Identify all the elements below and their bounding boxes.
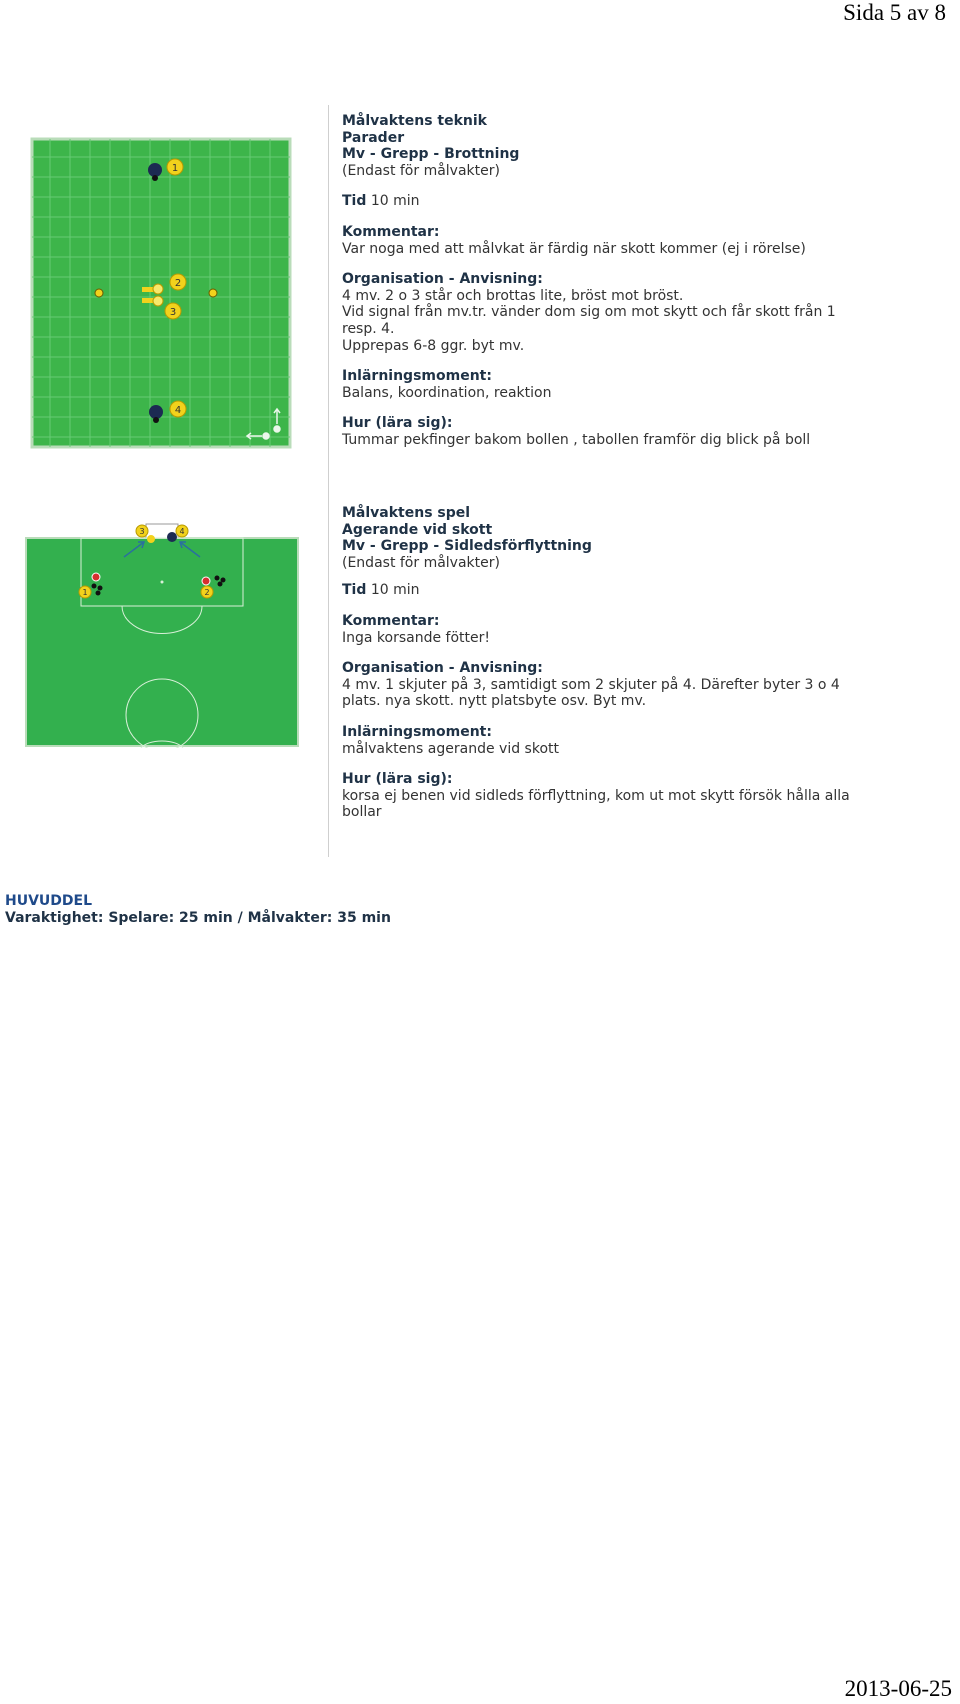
- exercise-1-diagram: [30, 137, 292, 449]
- exercise-1-title: Mv - Grepp - Brottning: [342, 146, 520, 163]
- exercise-2-diagram: [24, 522, 300, 748]
- svg-text:1: 1: [82, 588, 88, 597]
- goalkeeper-4: [167, 532, 177, 542]
- exercise-1-subcategory: Parader: [342, 129, 405, 146]
- svg-text:4: 4: [179, 527, 185, 536]
- comment-text: Inga korsande fötter!: [342, 629, 490, 646]
- player-marker-1: [79, 586, 91, 598]
- penalty-spot: [161, 581, 164, 584]
- organisation-line: 4 mv. 2 o 3 står och brottas lite, bröst mot bröst.: [342, 287, 684, 304]
- exercise-2: [342, 505, 942, 821]
- main-section-duration: Varaktighet: Spelare: 25 min / Målvakter: 35 min: [5, 909, 391, 926]
- page-date: 2013-06-25: [844, 1676, 952, 1701]
- exercise-2-audience: (Endast för målvakter): [342, 554, 500, 571]
- main-section: [5, 893, 391, 926]
- comment-label: Kommentar:: [342, 612, 440, 629]
- player-marker-4: [176, 525, 188, 537]
- exercise-2-time: [342, 582, 942, 599]
- how-text: Tummar pekfinger bakom bollen , tabollen framför dig blick på boll: [342, 431, 811, 448]
- player-marker-2: [170, 274, 186, 290]
- goalkeeper-3: [147, 535, 155, 543]
- how-label: Hur (lära sig):: [342, 415, 453, 432]
- player-marker-3: [136, 525, 148, 537]
- how-text-line: bollar: [342, 804, 382, 821]
- svg-text:1: 1: [171, 163, 179, 174]
- comment-label: Kommentar:: [342, 223, 440, 240]
- time-value: 10 min: [370, 193, 420, 210]
- exercise-1-time: [342, 193, 942, 210]
- cone-left: [95, 289, 103, 297]
- learning-text: Balans, koordination, reaktion: [342, 384, 552, 401]
- how-text-line: korsa ej benen vid sidleds förflyttning, kom ut mot skytt försök hålla alla: [342, 787, 850, 804]
- learning-label: Inlärningsmoment:: [342, 368, 492, 385]
- exercise-1-audience: (Endast för målvakter): [342, 162, 500, 179]
- svg-text:3: 3: [139, 527, 145, 536]
- player-marker-1: [167, 159, 183, 175]
- exercise-1-category: Målvaktens teknik: [342, 113, 487, 129]
- organisation-line: plats. nya skott. nytt platsbyte osv. Byt mv.: [342, 693, 647, 710]
- organisation-line: Vid signal från mv.tr. vänder dom sig om mot skytt och får skott från 1: [342, 304, 836, 321]
- exercise-2-title: Mv - Grepp - Sidledsförflyttning: [342, 538, 592, 555]
- time-label: Tid: [342, 193, 367, 210]
- time-label: Tid: [342, 582, 367, 599]
- comment-text: Var noga med att målvkat är färdig när skott kommer (ej i rörelse): [342, 240, 806, 257]
- player-marker-2: [201, 586, 213, 598]
- how-label: Hur (lära sig):: [342, 771, 453, 788]
- organisation-line: resp. 4.: [342, 320, 395, 337]
- svg-text:2: 2: [174, 278, 182, 289]
- svg-text:3: 3: [169, 307, 177, 318]
- content-divider: [328, 105, 329, 857]
- page-number: Sida 5 av 8: [843, 0, 946, 25]
- player-marker-4: [170, 401, 186, 417]
- cone-right: [209, 289, 217, 297]
- exercise-2-subcategory: Agerande vid skott: [342, 521, 493, 538]
- main-section-title: HUVUDDEL: [5, 893, 93, 909]
- player-marker-3: [165, 303, 181, 319]
- exercise-2-field: [26, 538, 298, 746]
- exercise-1: [342, 113, 942, 449]
- organisation-line: 4 mv. 1 skjuter på 3, samtidigt som 2 skjuter på 4. Därefter byter 3 o 4: [342, 676, 840, 693]
- organisation-line: Upprepas 6-8 ggr. byt mv.: [342, 337, 525, 354]
- exercise-2-category: Målvaktens spel: [342, 505, 471, 521]
- svg-text:4: 4: [174, 405, 182, 416]
- svg-text:2: 2: [204, 588, 210, 597]
- time-value: 10 min: [370, 582, 420, 599]
- organisation-label: Organisation - Anvisning:: [342, 660, 543, 677]
- organisation-label: Organisation - Anvisning:: [342, 271, 543, 288]
- learning-text: målvaktens agerande vid skott: [342, 740, 559, 757]
- learning-label: Inlärningsmoment:: [342, 723, 492, 740]
